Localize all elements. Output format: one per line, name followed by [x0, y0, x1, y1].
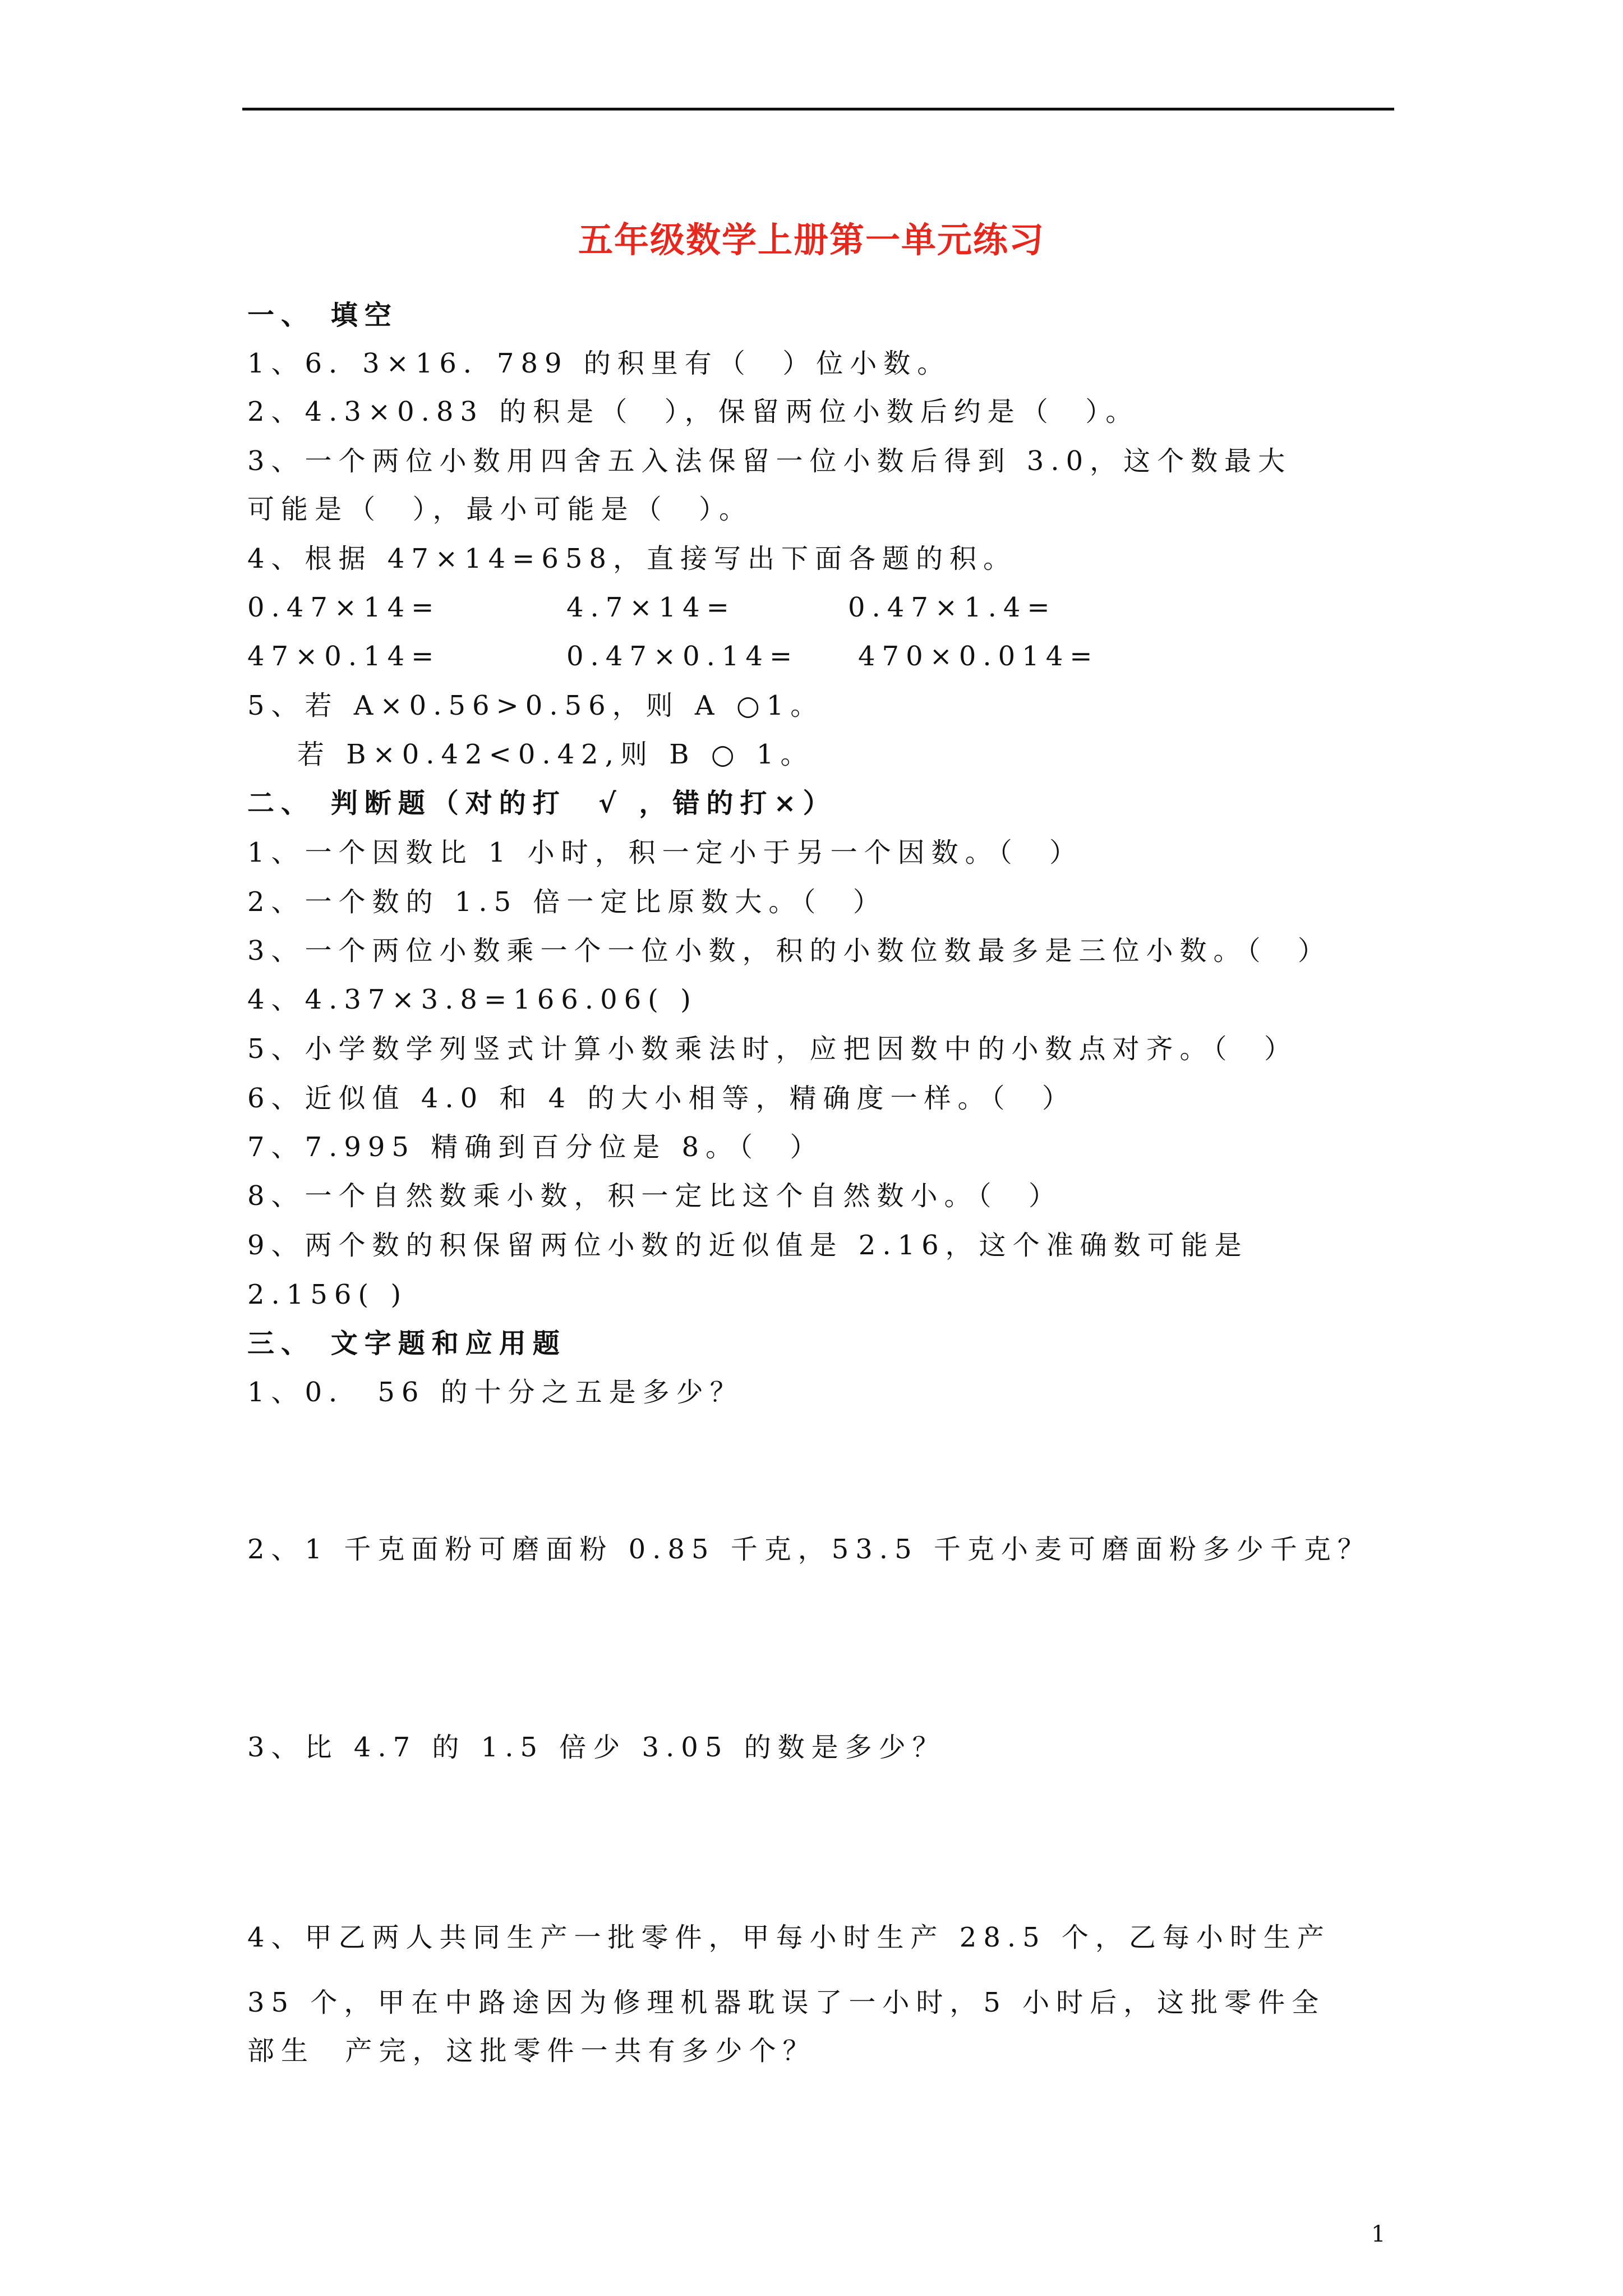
- s2-item: 8、一个自然数乘小数，积一定比这个自然数小。（ ）: [247, 1180, 1063, 1212]
- s3-question-1: 1、0． 56 的十分之五是多少？: [247, 1377, 744, 1408]
- s2-item: 5、小学数学列竖式计算小数乘法时，应把因数中的小数点对齐。（ ）: [247, 1033, 1298, 1065]
- s2-item: 2、一个数的 1.5 倍一定比原数大。（ ）: [247, 886, 887, 918]
- q4-item: 0.47×1.4=: [848, 592, 1057, 623]
- s1-question-1: 1、6．3×16．789 的积里有（ ）位小数。: [247, 348, 951, 379]
- section2-heading: 二、 判断题（对的打 √ ，错的打×）: [247, 788, 837, 819]
- section1-heading: 一、 填空: [247, 300, 398, 331]
- s3-question-4b: 35 个，甲在中路途因为修理机器耽误了一小时，5 小时后，这批零件全: [247, 1987, 1326, 2018]
- s1-question-3a: 3、一个两位小数用四舍五入法保留一位小数后得到 3.0，这个数最大: [247, 445, 1292, 477]
- q4-item: 0.47×0.14=: [566, 641, 799, 672]
- q4-item: 0.47×14=: [247, 592, 441, 623]
- section3-heading: 三、 文字题和应用题: [247, 1328, 566, 1359]
- s3-question-3: 3、比 4.7 的 1.5 倍少 3.05 的数是多少？: [247, 1732, 946, 1763]
- s2-item: 3、一个两位小数乘一个一位小数，积的小数位数最多是三位小数。（ ）: [247, 935, 1332, 967]
- s2-item: 9、两个数的积保留两位小数的近似值是 2.16，这个准确数可能是: [247, 1230, 1248, 1261]
- s2-item: 6、近似值 4.0 和 4 的大小相等，精确度一样。（ ）: [247, 1083, 1076, 1114]
- s3-question-2: 2、1 千克面粉可磨面粉 0.85 千克，53.5 千克小麦可磨面粉多少千克？: [247, 1534, 1371, 1565]
- s1-question-4: 4、根据 47×14=658，直接写出下面各题的积。: [247, 543, 1017, 574]
- s1-question-5a: 5、若 A×0.56>0.56，则 A ○1。: [247, 690, 824, 721]
- page-number: 1: [1371, 2221, 1386, 2247]
- s2-item: 4、4.37×3.8=166.06( ): [247, 984, 698, 1015]
- top-rule: [242, 108, 1394, 111]
- s3-question-4c: 部生 产完，这批零件一共有多少个？: [247, 2035, 817, 2067]
- s2-item: 7、7.995 精确到百分位是 8。（ ）: [247, 1131, 824, 1163]
- q4-item: 470×0.014=: [858, 641, 1099, 672]
- s1-question-5b: 若 B×0.42<0.42,则 B ○ 1。: [297, 739, 814, 770]
- s1-question-2: 2、4.3×0.83 的积是（ ），保留两位小数后约是（ ）。: [247, 396, 1140, 427]
- s2-item: 1、一个因数比 1 小时，积一定小于另一个因数。（ ）: [247, 837, 1083, 868]
- s3-question-4a: 4、甲乙两人共同生产一批零件，甲每小时生产 28.5 个，乙每小时生产: [247, 1922, 1331, 1953]
- s2-item: 2.156( ): [247, 1279, 408, 1310]
- q4-item: 47×0.14=: [247, 641, 441, 672]
- page-title: 五年级数学上册第一单元练习: [578, 219, 1045, 260]
- s1-question-3b: 可能是（ ），最小可能是（ ）。: [247, 494, 753, 525]
- q4-item: 4.7×14=: [566, 592, 736, 623]
